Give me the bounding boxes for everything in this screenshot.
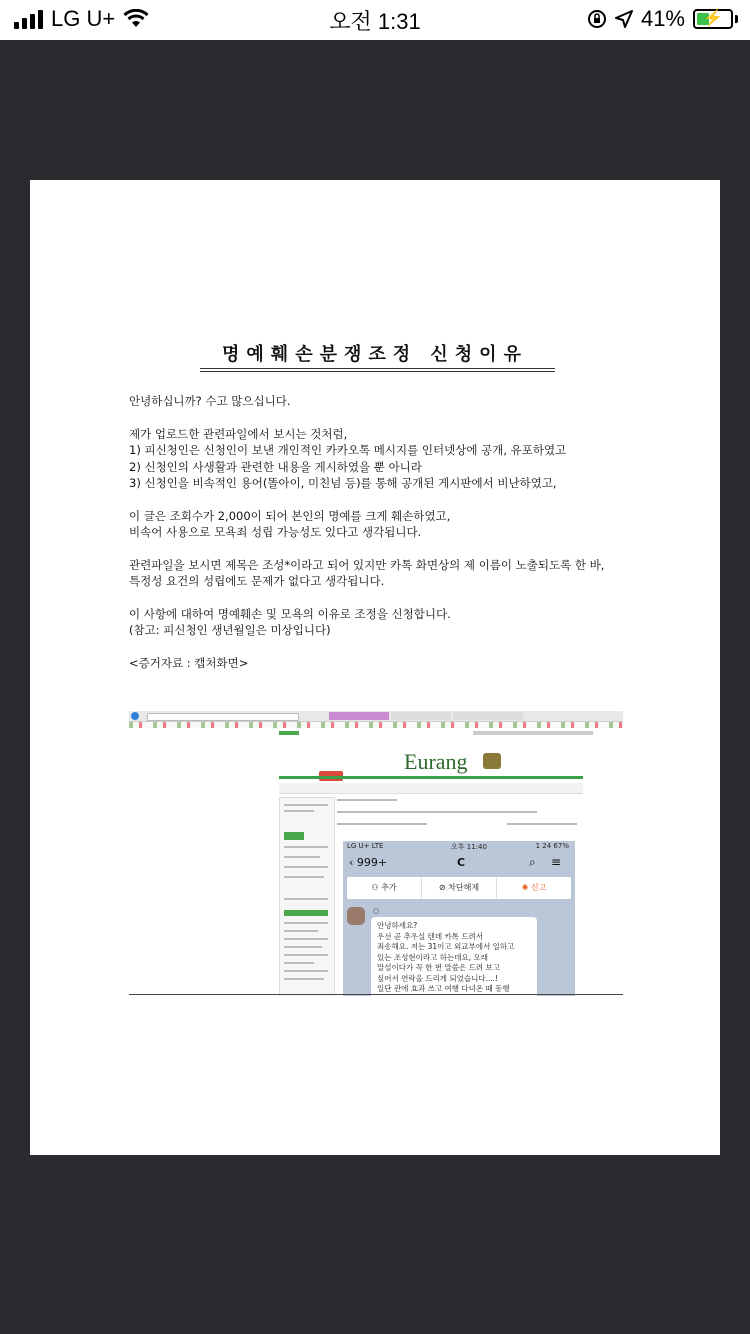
- avatar: [347, 907, 365, 925]
- message-line: 말설이다가 꼭 한 번 말씀은 드려 보고: [377, 963, 500, 972]
- phone-time: 오후 11:40: [451, 843, 487, 851]
- kakao-chat-capture: [343, 841, 575, 996]
- add-friend-action: ⚇ 추가: [347, 877, 422, 899]
- site-top-menu: [473, 731, 593, 735]
- status-right: [587, 6, 738, 32]
- message-line: 일단 관에 효과 쓰고 여행 다녀온 때 동행: [377, 984, 510, 993]
- evidence-bottom-rule: [129, 994, 623, 995]
- site-navbar: [279, 783, 583, 794]
- paragraph-line: 이 사항에 대하여 명예훼손 및 모욕의 이유로 조정을 신청합니다.: [129, 606, 451, 621]
- site-logo: Eurang: [404, 749, 468, 774]
- sender-name: ○: [373, 907, 380, 915]
- paragraph-line: 특정성 요건의 성립에도 문제가 없다고 생각됩니다.: [129, 574, 385, 588]
- browser-tab: [453, 712, 523, 720]
- greeting: 안녕하십니까? 수고 많으십니다.: [129, 394, 291, 408]
- battery-percent: 41%: [640, 6, 685, 31]
- message-line: 싶어서 연락을 드리게 되었습니다....!: [377, 973, 499, 983]
- browser-toolbar: [129, 711, 623, 722]
- message-line: 우선 곧 추우실 텐데 카톡 드려서: [377, 931, 484, 941]
- chat-partner-name: C: [457, 856, 466, 869]
- document-body: [129, 393, 623, 671]
- title-underline: [200, 368, 555, 372]
- add-friend-label: 추가: [381, 883, 397, 892]
- document-title: 명예훼손분쟁조정 신청이유: [222, 344, 528, 365]
- paragraph-line: 관련파일을 보시면 제목은 조성*이라고 되어 있지만 카톡 화면상의 제 이름이 노출되도록 한 바,: [129, 557, 605, 572]
- chat-header: [343, 852, 575, 874]
- battery-cap: [735, 15, 738, 23]
- report-label: 신고: [530, 883, 547, 892]
- report-action: ✺ 신고: [521, 883, 547, 892]
- chat-message-bubble: [371, 917, 537, 996]
- phone-carrier: LG U+ LTE: [347, 842, 384, 850]
- evidence-screenshot: [129, 711, 623, 996]
- paragraph-line: 2) 신청인의 사생활과 관련한 내용을 게시하였을 뿐 아니라: [129, 459, 422, 474]
- status-bar: [0, 0, 750, 40]
- paragraph-line: 비속어 사용으로 모욕죄 성립 가능성도 있다고 생각됩니다.: [129, 525, 422, 539]
- bookmarks-bar: [129, 722, 623, 728]
- paragraph-line: 제가 업로드한 관련파일에서 보시는 것처럼,: [129, 426, 348, 441]
- unblock-action: ⊘ 차단해제: [422, 877, 497, 899]
- site-top-link: [279, 731, 299, 735]
- location-icon: [615, 10, 633, 28]
- document-page: [30, 180, 720, 1155]
- site-sidebar: [279, 797, 335, 996]
- search-icon: ⌕: [529, 855, 536, 869]
- phone-status-bar: [343, 841, 575, 851]
- evidence-label: <증거자료 : 캡처화면>: [129, 655, 249, 670]
- site-green-divider: [279, 776, 583, 779]
- message-line: 안녕하세요?: [377, 921, 418, 930]
- message-line: 죄송해요. 저는 31이고 외교부에서 일하고: [377, 942, 515, 951]
- message-line: 있는 조성현이라고 하는데요, 오래: [377, 952, 488, 962]
- status-time: 오전 1:31: [329, 9, 421, 34]
- phone-battery: 1 24 67%: [535, 842, 569, 850]
- browser-tab: [391, 712, 451, 720]
- paragraph-line: (참고: 피신청인 생년월일은 미상입니다): [129, 623, 331, 637]
- chat-action-bar: [347, 877, 571, 899]
- menu-icon: ≡: [551, 855, 562, 869]
- chat-unread-count: 999+: [356, 856, 388, 869]
- site-logo-emblem: [483, 753, 501, 769]
- browser-address-bar: [147, 713, 299, 721]
- paragraph-line: 1) 피신청인은 신청인이 보낸 개인적인 카카오톡 메시지를 인터넷상에 공개, 유포하였고: [129, 443, 567, 457]
- browser-back-icon: [131, 712, 139, 720]
- orientation-lock-icon: [587, 9, 607, 29]
- unblock-label: 차단해제: [448, 883, 480, 892]
- browser-tab: [329, 712, 389, 720]
- site-post-header: [337, 797, 583, 837]
- carrier-label: LG U+: [51, 6, 116, 31]
- battery-icon: ⚡: [693, 9, 733, 29]
- paragraph-line: 3) 신청인을 비속적인 용어(똘아이, 미친넘 등)를 통해 공개된 게시판에서 비난하였고,: [129, 476, 557, 490]
- chat-back-button: ‹ 999+: [349, 856, 388, 869]
- paragraph-line: 이 글은 조회수가 2,000이 되어 본인의 명예를 크게 훼손하였고,: [129, 508, 451, 523]
